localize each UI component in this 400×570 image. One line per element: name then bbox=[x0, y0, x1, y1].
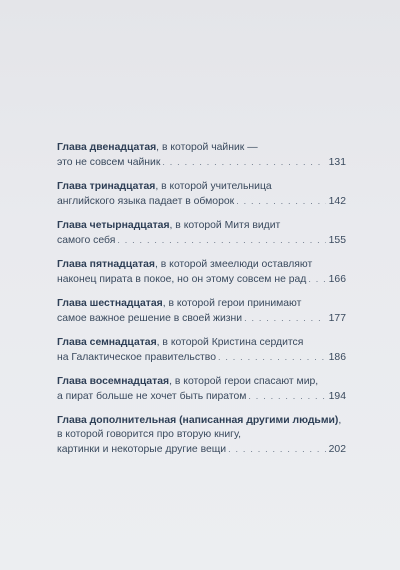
chapter-description: , в которой говорится про вторую книгу, bbox=[57, 414, 342, 441]
toc-entry-heading bbox=[57, 375, 346, 389]
toc-entry bbox=[57, 141, 346, 171]
toc-entry-last-line bbox=[57, 194, 346, 209]
dot-leader bbox=[236, 194, 325, 208]
dot-leader bbox=[248, 389, 325, 403]
toc-entry bbox=[57, 180, 346, 210]
page-number: 177 bbox=[328, 313, 346, 325]
chapter-title: Глава четырнадцатая bbox=[57, 219, 170, 231]
dot-leader bbox=[244, 311, 326, 325]
chapter-description-end: самого себя bbox=[57, 235, 116, 247]
toc-entry-last-line bbox=[57, 350, 346, 365]
toc-entry bbox=[57, 336, 346, 366]
toc-entry bbox=[57, 375, 346, 405]
chapter-title: Глава семнадцатая bbox=[57, 336, 157, 348]
chapter-title: Глава двенадцатая bbox=[57, 142, 157, 153]
toc-entry bbox=[57, 258, 346, 288]
chapter-description-end: это не совсем чайник bbox=[57, 157, 161, 169]
dot-leader bbox=[308, 272, 325, 286]
chapter-description-end: наконец пирата в покое, но он этому совсем не рад bbox=[57, 274, 307, 286]
page-number: 142 bbox=[328, 196, 346, 208]
page-number: 155 bbox=[328, 235, 346, 247]
toc-entry bbox=[57, 297, 346, 327]
page-number: 194 bbox=[328, 391, 346, 403]
toc-entry-heading bbox=[57, 141, 346, 155]
chapter-title: Глава дополнительная (написанная другими людьми) bbox=[57, 414, 339, 426]
dot-leader bbox=[218, 350, 326, 364]
chapter-description-end: на Галактическое правительство bbox=[57, 352, 216, 364]
toc-entry bbox=[57, 219, 346, 249]
toc-entry-last-line bbox=[57, 233, 346, 248]
page-number: 186 bbox=[328, 352, 346, 364]
chapter-description: , в которой учительница bbox=[155, 180, 272, 192]
toc-entry-last-line bbox=[57, 155, 346, 170]
chapter-description: , в которой чайник — bbox=[156, 142, 258, 153]
dot-leader bbox=[117, 233, 325, 247]
chapter-description-end: а пират больше не хочет быть пиратом bbox=[57, 391, 247, 403]
toc-entry-last-line bbox=[57, 272, 346, 287]
toc-entry-heading bbox=[57, 180, 346, 194]
chapter-description: , в которой змеелюди оставляют bbox=[154, 258, 313, 270]
chapter-title: Глава восемнадцатая bbox=[57, 375, 170, 387]
chapter-title: Глава пятнадцатая bbox=[57, 258, 155, 270]
toc-entry bbox=[57, 414, 346, 458]
toc-entry-heading bbox=[57, 258, 346, 272]
toc-entry-heading bbox=[57, 336, 346, 350]
chapter-title: Глава шестнадцатая bbox=[57, 297, 163, 309]
chapter-description: , в которой герои спасают мир, bbox=[169, 375, 319, 387]
chapter-description: , в которой Кристина сердится bbox=[156, 336, 304, 348]
toc-entry-heading bbox=[57, 414, 346, 443]
dot-leader bbox=[162, 155, 325, 169]
toc-entry-heading bbox=[57, 219, 346, 233]
toc-entry-heading bbox=[57, 297, 346, 311]
page-number: 202 bbox=[328, 444, 346, 456]
page-number: 131 bbox=[328, 157, 346, 169]
table-of-contents bbox=[57, 141, 346, 467]
page-number: 166 bbox=[328, 274, 346, 286]
toc-entry-last-line bbox=[57, 442, 346, 457]
chapter-title: Глава тринадцатая bbox=[57, 180, 156, 192]
toc-entry-last-line bbox=[57, 389, 346, 404]
dot-leader bbox=[228, 442, 326, 456]
chapter-description-end: картинки и некоторые другие вещи bbox=[57, 444, 227, 456]
chapter-description-end: английского языка падает в обморок bbox=[57, 196, 235, 208]
chapter-description-end: самое важное решение в своей жизни bbox=[57, 313, 243, 325]
chapter-description: , в которой герои принимают bbox=[162, 297, 302, 309]
toc-entry-last-line bbox=[57, 311, 346, 326]
chapter-description: , в которой Митя видит bbox=[169, 219, 281, 231]
